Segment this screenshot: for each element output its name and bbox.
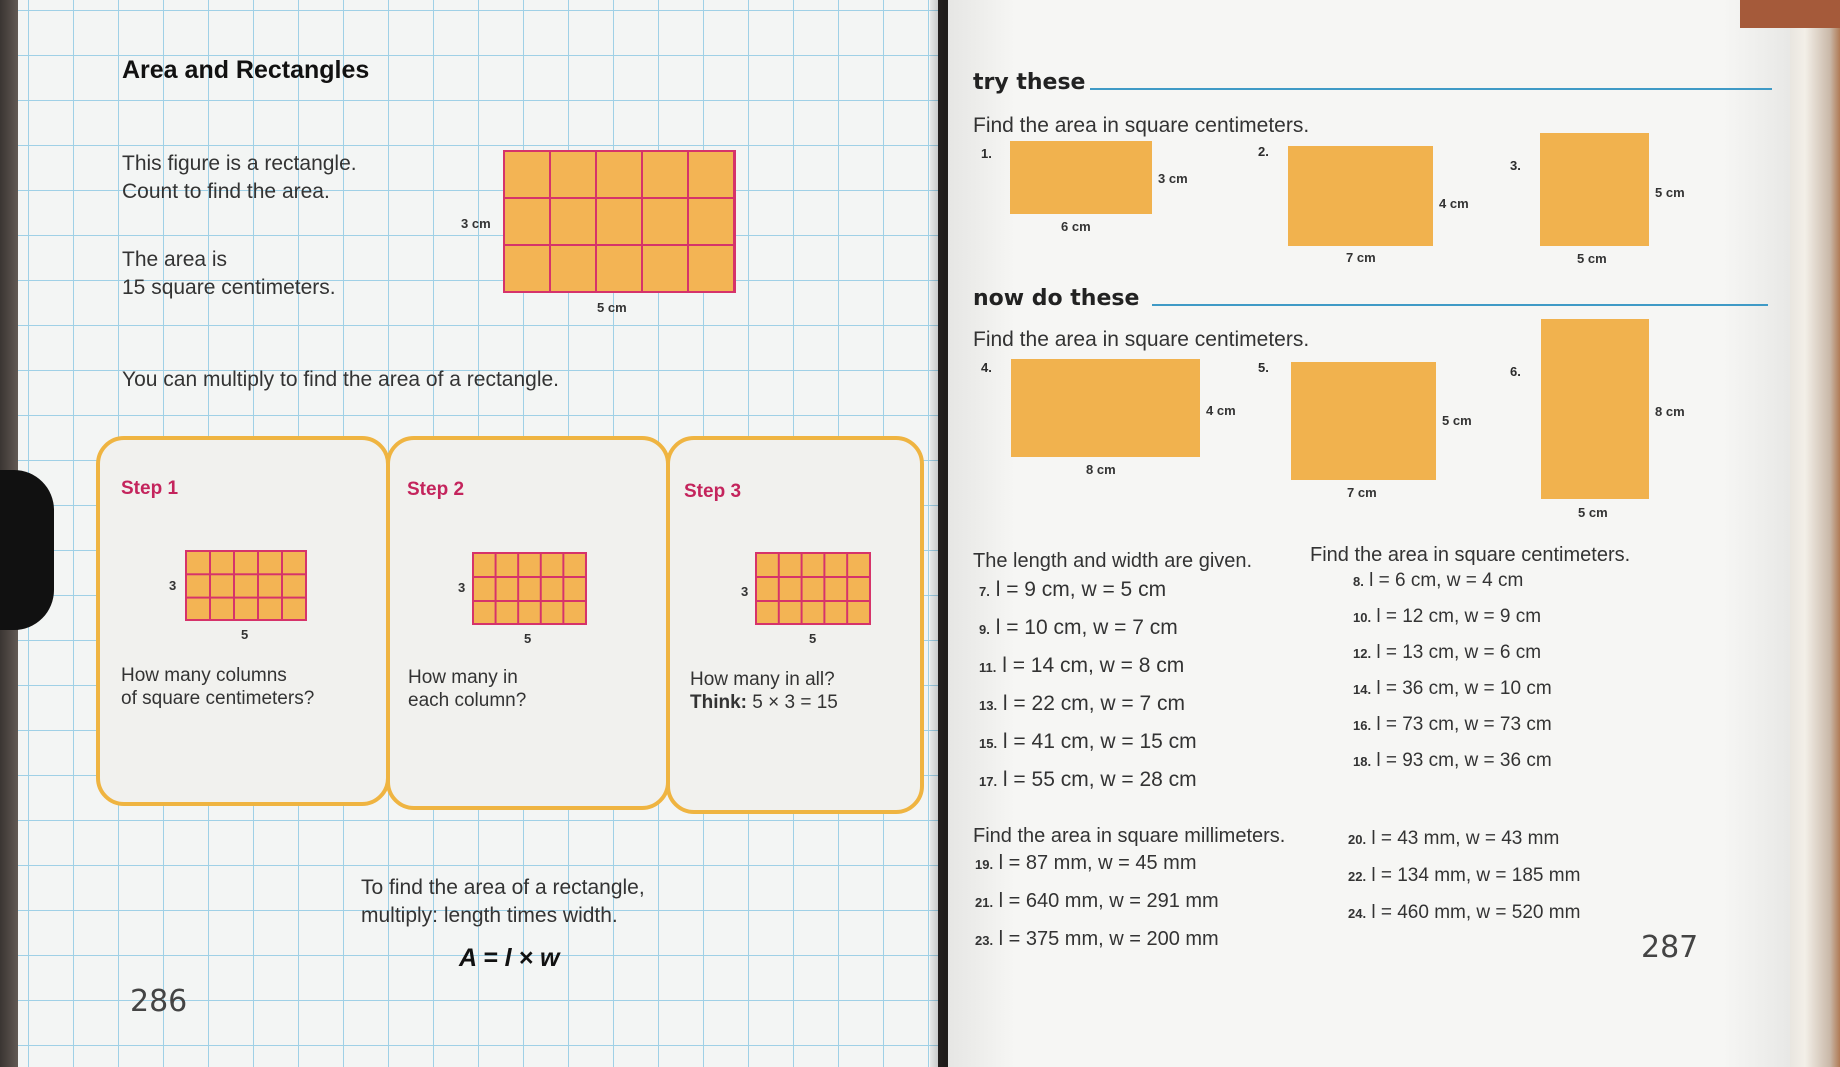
try-2-height: 4 cm: [1439, 196, 1469, 211]
step-2-grid: [472, 552, 587, 625]
left-page-number: 286: [130, 984, 188, 1019]
problem-18-text: l = 93 cm, w = 36 cm: [1376, 750, 1552, 771]
step-3-grid: [755, 552, 871, 625]
try-1-number: 1.: [981, 146, 992, 161]
problem-21: [975, 890, 1219, 928]
mm-left-list: [975, 852, 1219, 966]
rule-line-1: To find the area of a rectangle,: [361, 876, 645, 899]
problem-22: [1348, 865, 1580, 902]
area-line-1: The area is: [122, 248, 228, 271]
problem-19-number: 19.: [975, 857, 994, 872]
problem-13: [979, 692, 1197, 730]
problem-11: [979, 654, 1197, 692]
try-1-rectangle: [1010, 141, 1152, 214]
problem-7-text: l = 9 cm, w = 5 cm: [995, 578, 1167, 601]
try-these-rule: [1090, 88, 1772, 90]
try-instruction: Find the area in square centimeters.: [973, 114, 1310, 137]
try-2-width: 7 cm: [1346, 250, 1376, 265]
rule-line-2: multiply: length times width.: [361, 904, 618, 927]
try-3-rectangle: [1540, 133, 1649, 246]
step-3-think-line: [690, 691, 838, 714]
intro-line-1: This figure is a rectangle.: [122, 152, 357, 175]
problem-10-number: 10.: [1353, 610, 1372, 625]
try-2-rectangle: [1288, 146, 1433, 246]
problem-9: [979, 616, 1197, 654]
example-height-label: 3 cm: [461, 216, 491, 231]
step-1-question-line-2: of square centimeters?: [121, 688, 315, 709]
problem-15-text: l = 41 cm, w = 15 cm: [1002, 730, 1197, 753]
problem-10-text: l = 12 cm, w = 9 cm: [1376, 606, 1542, 627]
now-4-width: 8 cm: [1086, 462, 1116, 477]
problem-23: [975, 928, 1219, 966]
step-1-question-line-1: How many columns: [121, 665, 287, 686]
example-width-label: 5 cm: [597, 300, 627, 315]
problem-10: [1353, 606, 1552, 642]
problem-13-number: 13.: [979, 698, 998, 713]
try-3-width: 5 cm: [1577, 251, 1607, 266]
think-equation: 5 × 3 = 15: [752, 692, 838, 713]
problem-20: [1348, 828, 1580, 865]
problem-18-number: 18.: [1353, 754, 1372, 769]
given-instruction: Find the area in square centimeters.: [1310, 544, 1631, 566]
problem-14: [1353, 678, 1552, 714]
now-6-number: 6.: [1510, 364, 1521, 379]
problem-24-number: 24.: [1348, 906, 1367, 921]
now-6-height: 8 cm: [1655, 404, 1685, 419]
problem-17: [979, 768, 1197, 806]
intro-line-2: Count to find the area.: [122, 180, 330, 203]
problem-7: [979, 578, 1197, 616]
now-do-these-heading: now do these: [973, 286, 1140, 311]
mm-right-list: [1348, 828, 1580, 939]
step-3-height: 3: [741, 584, 749, 599]
problem-15: [979, 730, 1197, 768]
step-2-question: [408, 666, 526, 712]
problem-13-text: l = 22 cm, w = 7 cm: [1002, 692, 1185, 715]
now-instruction: Find the area in square centimeters.: [973, 328, 1310, 351]
try-3-number: 3.: [1510, 158, 1521, 173]
step-1-question: [121, 664, 314, 710]
step-3-width: 5: [809, 631, 817, 646]
now-5-rectangle: [1291, 362, 1436, 480]
problem-21-text: l = 640 mm, w = 291 mm: [998, 890, 1219, 912]
thumb-shadow: [0, 470, 54, 630]
now-6-rectangle: [1541, 319, 1649, 499]
problem-20-number: 20.: [1348, 832, 1367, 847]
problem-15-number: 15.: [979, 736, 998, 751]
problem-8-text: l = 6 cm, w = 4 cm: [1369, 570, 1524, 591]
try-3-height: 5 cm: [1655, 185, 1685, 200]
step-2-height: 3: [458, 580, 466, 595]
try-these-heading: try these: [973, 70, 1086, 95]
problem-23-text: l = 375 mm, w = 200 mm: [998, 928, 1219, 950]
step-2-label: Step 2: [407, 479, 465, 500]
example-rectangle: [503, 150, 736, 293]
step-2-width: 5: [524, 631, 532, 646]
now-5-height: 5 cm: [1442, 413, 1472, 428]
problem-14-text: l = 36 cm, w = 10 cm: [1376, 678, 1552, 699]
problem-22-number: 22.: [1348, 869, 1367, 884]
problem-23-number: 23.: [975, 933, 994, 948]
now-5-number: 5.: [1258, 360, 1269, 375]
step-3-question-line-1: How many in all?: [690, 669, 835, 690]
cm-right-list: [1353, 570, 1552, 786]
problem-14-number: 14.: [1353, 682, 1372, 697]
area-line-2: 15 square centimeters.: [122, 276, 336, 299]
try-1-width: 6 cm: [1061, 219, 1091, 234]
problem-20-text: l = 43 mm, w = 43 mm: [1371, 828, 1560, 849]
problem-19-text: l = 87 mm, w = 45 mm: [998, 852, 1197, 874]
problem-18: [1353, 750, 1552, 786]
problem-9-number: 9.: [979, 622, 990, 637]
problem-16-number: 16.: [1353, 718, 1372, 733]
area-formula: A = l × w: [459, 944, 560, 972]
problem-8-number: 8.: [1353, 574, 1364, 589]
try-2-number: 2.: [1258, 144, 1269, 159]
step-2-question-line-1: How many in: [408, 667, 518, 688]
problem-8: [1353, 570, 1552, 606]
now-4-height: 4 cm: [1206, 403, 1236, 418]
page-title: Area and Rectangles: [122, 56, 370, 84]
problem-24: [1348, 902, 1580, 939]
now-do-these-rule: [1152, 304, 1768, 306]
step-2-question-line-2: each column?: [408, 690, 527, 711]
problem-16: [1353, 714, 1552, 750]
problem-11-number: 11.: [979, 660, 997, 675]
problem-12-text: l = 13 cm, w = 6 cm: [1376, 642, 1542, 663]
now-4-rectangle: [1011, 359, 1200, 457]
problem-12-number: 12.: [1353, 646, 1372, 661]
think-label: Think:: [690, 692, 747, 713]
step-1-label: Step 1: [121, 478, 179, 499]
step-1-width: 5: [241, 627, 249, 642]
problem-19: [975, 852, 1219, 890]
problem-17-text: l = 55 cm, w = 28 cm: [1002, 768, 1197, 791]
problem-22-text: l = 134 mm, w = 185 mm: [1371, 865, 1581, 886]
right-book-edge: [1790, 0, 1840, 1067]
book-cover-corner: [1740, 0, 1840, 28]
try-1-height: 3 cm: [1158, 171, 1188, 186]
step-1-height: 3: [169, 578, 177, 593]
now-6-width: 5 cm: [1578, 505, 1608, 520]
step-1-grid: [185, 550, 307, 621]
problem-24-text: l = 460 mm, w = 520 mm: [1371, 902, 1581, 923]
problem-21-number: 21.: [975, 895, 994, 910]
now-5-width: 7 cm: [1347, 485, 1377, 500]
step-3-label: Step 3: [684, 481, 742, 502]
problem-11-text: l = 14 cm, w = 8 cm: [1002, 654, 1185, 677]
cm-left-list: [979, 578, 1197, 806]
now-4-number: 4.: [981, 360, 992, 375]
problem-9-text: l = 10 cm, w = 7 cm: [995, 616, 1178, 639]
problem-16-text: l = 73 cm, w = 73 cm: [1376, 714, 1552, 735]
problem-7-number: 7.: [979, 584, 990, 599]
given-intro: The length and width are given.: [973, 550, 1253, 572]
problem-17-number: 17.: [979, 774, 998, 789]
mm-instruction: Find the area in square millimeters.: [973, 825, 1286, 847]
problem-12: [1353, 642, 1552, 678]
step-3-question: [690, 668, 838, 714]
right-page-number: 287: [1641, 930, 1699, 965]
multiply-line: You can multiply to find the area of a rectangle.: [122, 368, 560, 391]
